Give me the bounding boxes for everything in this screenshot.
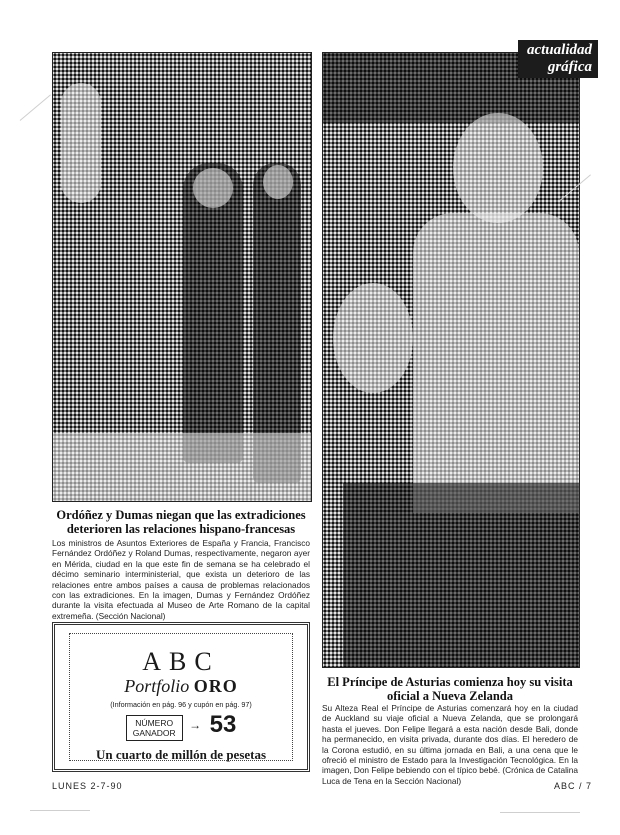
badge-line-1: actualidad [526,42,592,58]
advert-product-script: Portfolio [124,676,190,696]
left-article-body: Los ministros de Asuntos Exteriores de España y Francia, Francisco Fernández Ordóñez y Roland Dumas, respectivamente, negaron ayer en Mérida, ciudad en la que este fin de semana se ha celebrado el décimo seminario interministerial, que exista un deterioro de las relaciones entre ambos países a causa de problemas relacionados con las extradiciones. En la imagen, Dumas y Fernández Ordóñez durante la visita efectuada al Museo de Arte Romano de la capital extremeña. (Sección Nacional) [52,538,310,621]
advert-info: (Información en pág. 96 y cupón en pág. 97) [110,700,252,709]
scan-streak [20,94,51,120]
section-badge-actualidad-grafica [518,40,598,78]
advert-product [70,676,292,696]
photo-prince-drinking [322,52,580,668]
advert-product-bold: ORO [193,676,238,696]
right-article-headline: El Príncipe de Asturias comienza hoy su visita oficial a Nueva Zelanda [327,675,573,703]
badge-line-2: gráfica [547,59,592,75]
advert-brand: ABC [142,647,220,676]
footer-date: LUNES 2-7-90 [52,781,123,791]
advert-winning-number: 53 [209,711,237,738]
advert-numero-label [126,715,183,741]
numero-label-2: GANADOR [132,728,176,738]
footer-page-number: ABC / 7 [553,781,592,791]
advert-inner-frame [69,633,293,761]
numero-label-1: NÚMERO [135,718,174,728]
scan-streak [30,810,90,811]
advert-tagline: Un cuarto de millón de pesetas [95,747,267,762]
right-article-body: Su Alteza Real el Príncipe de Asturias comenzará hoy en la ciudad de Auckland su viaje oficial a Nueva Zelanda, que se prolongará hasta el jueves. Don Felipe llegará a esta nación desde Bali, donde ha permanecido, en visita privada, durante dos días. El heredero de la Corona estudió, en su última jornada en Bali, a una cena que le ofreció el ministro de Estado para la Investigación Tecnológica. En la imagen, Don Felipe bebiendo con el típico bebé. (Crónica de Catalina Luca de Tena en la Sección Nacional) [322,703,578,786]
scan-streak [500,812,580,813]
arrow-right-icon: → [189,718,202,732]
abc-portfolio-advert [52,622,310,772]
photo-ministers-museum [52,52,312,502]
left-article-headline: Ordóñez y Dumas niegan que las extradiciones deterioren las relaciones hispano-francesas [56,508,306,536]
